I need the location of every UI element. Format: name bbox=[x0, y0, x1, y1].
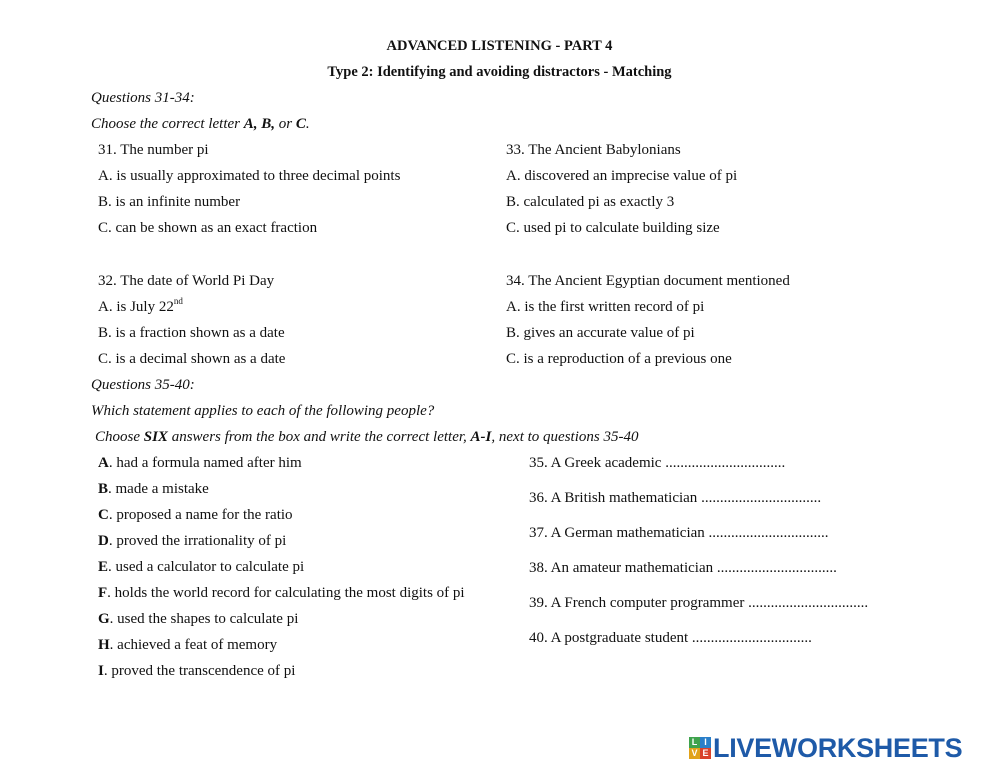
option-letter: F bbox=[98, 585, 108, 601]
section2-instruction bbox=[95, 428, 638, 446]
logo-text: LIVEWORKSHEETS bbox=[713, 733, 963, 763]
q34-stem: 34. The Ancient Egyptian document mentioned bbox=[506, 273, 790, 289]
q31-option-c[interactable]: C. can be shown as an exact fraction bbox=[98, 220, 318, 236]
question-label: 37. A German mathematician bbox=[529, 525, 705, 541]
option-letter: H bbox=[98, 637, 110, 653]
option-h bbox=[98, 636, 277, 654]
logo-mark-icon: L I V E bbox=[689, 737, 711, 759]
option-b bbox=[98, 480, 209, 498]
question-38 bbox=[529, 559, 837, 577]
question-37 bbox=[529, 524, 829, 542]
question-36 bbox=[529, 489, 821, 507]
question-label: 40. A postgraduate student bbox=[529, 630, 689, 646]
instruction-range: A-I bbox=[470, 429, 492, 445]
option-i bbox=[98, 662, 295, 680]
option-text: . used the shapes to calculate pi bbox=[109, 611, 299, 627]
question-35 bbox=[529, 454, 785, 472]
answer-blank-40[interactable]: ................................ bbox=[691, 630, 812, 646]
option-d bbox=[98, 532, 286, 550]
option-text: . used a calculator to calculate pi bbox=[108, 559, 305, 575]
q31-option-a[interactable]: A. is usually approximated to three decimal points bbox=[98, 168, 401, 184]
section1-heading: Questions 31-34: bbox=[91, 90, 195, 106]
q31-stem: 31. The number pi bbox=[98, 142, 209, 158]
option-letter: A bbox=[98, 455, 109, 471]
q33-option-a[interactable]: A. discovered an imprecise value of pi bbox=[506, 168, 738, 184]
section2-question: Which statement applies to each of the following people? bbox=[91, 403, 435, 419]
option-text: . proved the transcendence of pi bbox=[103, 663, 296, 679]
option-text: . had a formula named after him bbox=[108, 455, 302, 471]
instruction-end: , next to questions 35-40 bbox=[491, 429, 639, 445]
option-text: . achieved a feat of memory bbox=[109, 637, 278, 653]
q33-option-c[interactable]: C. used pi to calculate building size bbox=[506, 220, 720, 236]
instruction-end: . bbox=[305, 116, 310, 132]
q32-option-a[interactable] bbox=[98, 298, 183, 316]
q31-option-b[interactable]: B. is an infinite number bbox=[98, 194, 241, 210]
question-40 bbox=[529, 629, 812, 647]
option-letter: C bbox=[98, 507, 109, 523]
question-label: 38. An amateur mathematician bbox=[529, 560, 714, 576]
instruction-c: C bbox=[295, 116, 306, 132]
answer-blank-35[interactable]: ................................ bbox=[665, 455, 786, 471]
instruction-mid: answers from the box and write the correct letter, bbox=[167, 429, 471, 445]
instruction-letters: A, B, bbox=[243, 116, 276, 132]
option-a bbox=[98, 454, 302, 472]
question-label: 35. A Greek academic bbox=[529, 455, 662, 471]
option-g bbox=[98, 610, 298, 628]
answer-blank-38[interactable]: ................................ bbox=[716, 560, 837, 576]
option-letter: D bbox=[98, 533, 109, 549]
question-39 bbox=[529, 594, 868, 612]
answer-blank-36[interactable]: ................................ bbox=[701, 490, 822, 506]
q34-option-c[interactable]: C. is a reproduction of a previous one bbox=[506, 351, 732, 367]
question-label: 36. A British mathematician bbox=[529, 490, 698, 506]
q32-option-a-text: A. is July 22 bbox=[98, 299, 174, 315]
option-text: . made a mistake bbox=[108, 481, 209, 497]
option-letter: G bbox=[98, 611, 110, 627]
option-e bbox=[98, 558, 304, 576]
instruction-prefix: Choose the correct letter bbox=[91, 116, 244, 132]
section2-heading: Questions 35-40: bbox=[91, 377, 195, 393]
answer-blank-37[interactable]: ................................ bbox=[708, 525, 829, 541]
option-letter: I bbox=[98, 663, 104, 679]
question-label: 39. A French computer programmer bbox=[529, 595, 745, 611]
q32-option-a-sup: nd bbox=[173, 296, 183, 306]
answer-blank-39[interactable]: ................................ bbox=[748, 595, 869, 611]
option-letter: E bbox=[98, 559, 109, 575]
option-text: . proved the irrationality of pi bbox=[108, 533, 287, 549]
instruction-prefix: Choose bbox=[95, 429, 144, 445]
q33-stem: 33. The Ancient Babylonians bbox=[506, 142, 681, 158]
page-subtitle: Type 2: Identifying and avoiding distractors - Matching bbox=[327, 64, 672, 80]
option-text: . holds the world record for calculating the most digits of pi bbox=[107, 585, 465, 601]
option-text: . proposed a name for the ratio bbox=[108, 507, 293, 523]
instruction-six: SIX bbox=[143, 429, 168, 445]
page-title: ADVANCED LISTENING - PART 4 bbox=[386, 38, 613, 54]
q34-option-a[interactable]: A. is the first written record of pi bbox=[506, 299, 705, 315]
q32-stem: 32. The date of World Pi Day bbox=[98, 273, 275, 289]
option-f bbox=[98, 584, 465, 602]
section1-instruction bbox=[91, 115, 310, 133]
q34-option-b[interactable]: B. gives an accurate value of pi bbox=[506, 325, 695, 341]
q32-option-b[interactable]: B. is a fraction shown as a date bbox=[98, 325, 285, 341]
liveworksheets-logo bbox=[689, 733, 962, 763]
option-c bbox=[98, 506, 293, 524]
option-letter: B bbox=[98, 481, 109, 497]
q32-option-c[interactable]: C. is a decimal shown as a date bbox=[98, 351, 286, 367]
instruction-or: or bbox=[275, 116, 296, 132]
q33-option-b[interactable]: B. calculated pi as exactly 3 bbox=[506, 194, 675, 210]
